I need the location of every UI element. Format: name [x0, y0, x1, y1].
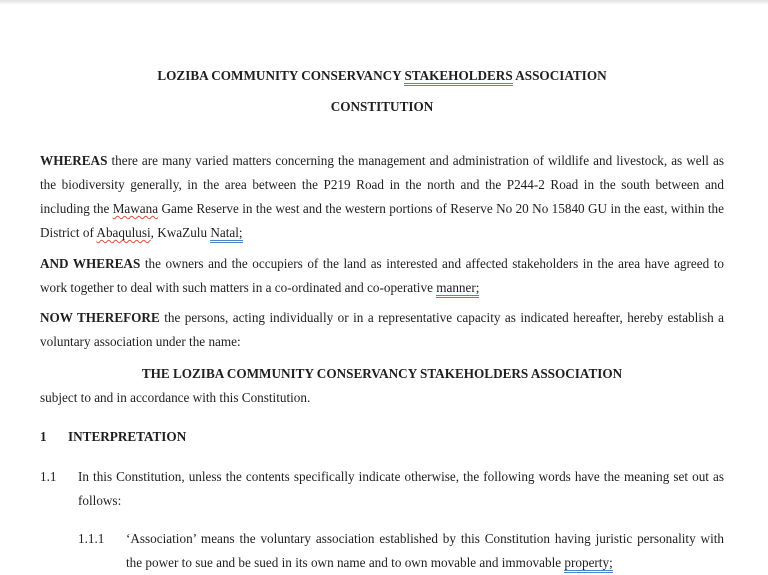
text-run: In this Constitution, unless the contents specifically indicate otherwise, the following words have the meaning set out as follows: [78, 469, 724, 508]
text-run: Game Reserve in the west and the western portions of Reserve No 20 No 15840 GU in the east, within the District of [40, 201, 724, 240]
clause-number: 1.1.1 [78, 531, 105, 546]
grammar-marked-text[interactable]: manner; [436, 280, 479, 298]
text-run: there are many varied matters concerning the management and administration of wildlife and livestock, as well as the biodiversity generally, in the area between the P219 Road in the north and the P244-2 Road in the south between and including the [40, 153, 725, 216]
text-run: CONSTITUTION [330, 99, 434, 114]
text-run: the owners and the occupiers of the land as interested and affected stakeholders in the area have agreed to work together to deal with such matters in a co-ordinated and co-operative [40, 256, 724, 295]
grammar-marked-text[interactable]: property; [564, 555, 612, 573]
text-run: , KwaZulu [150, 225, 211, 240]
preamble-whereas [40, 149, 724, 245]
text-run: THE LOZIBA COMMUNITY CONSERVANCY STAKEHOLDERS ASSOCIATION [141, 366, 623, 381]
text-run: INTERPRETATION [68, 429, 187, 444]
clause-1-1-1 [78, 527, 724, 575]
section-1-heading [40, 425, 724, 449]
doc-title [40, 64, 724, 88]
text-run: ASSOCIATION [512, 68, 607, 83]
text-run: AND WHEREAS [40, 256, 145, 271]
text-run: LOZIBA COMMUNITY CONSERVANCY [157, 68, 405, 83]
spell-marked-text[interactable]: Abaqulusi [96, 225, 151, 240]
preamble-and-whereas [40, 252, 724, 300]
text-run: the persons, acting individually or in a representative capacity as indicated hereafter, hereby establish a voluntary association under the name: [40, 310, 724, 349]
text-run: ‘Association’ means the voluntary association established by this Constitution having juristic personality with the power to sue and be sued in its own name and to own movable and immovable [126, 531, 724, 570]
preamble-now-therefore [40, 306, 724, 354]
spell-marked-text[interactable]: Mawana [112, 201, 159, 216]
text-run: WHEREAS [40, 153, 112, 168]
grammar-marked-text[interactable]: STAKEHOLDERS [404, 68, 512, 86]
clause-1-1 [40, 465, 724, 513]
grammar-marked-text[interactable]: Natal; [210, 225, 242, 243]
association-name [40, 362, 724, 386]
clause-number: 1.1 [40, 469, 57, 484]
text-run: NOW THEREFORE [40, 310, 165, 325]
closing-line [40, 386, 724, 410]
text-run: subject to and in accordance with this Constitution. [40, 390, 311, 405]
doc-subtitle [40, 95, 724, 119]
clause-number: 1 [40, 429, 47, 444]
